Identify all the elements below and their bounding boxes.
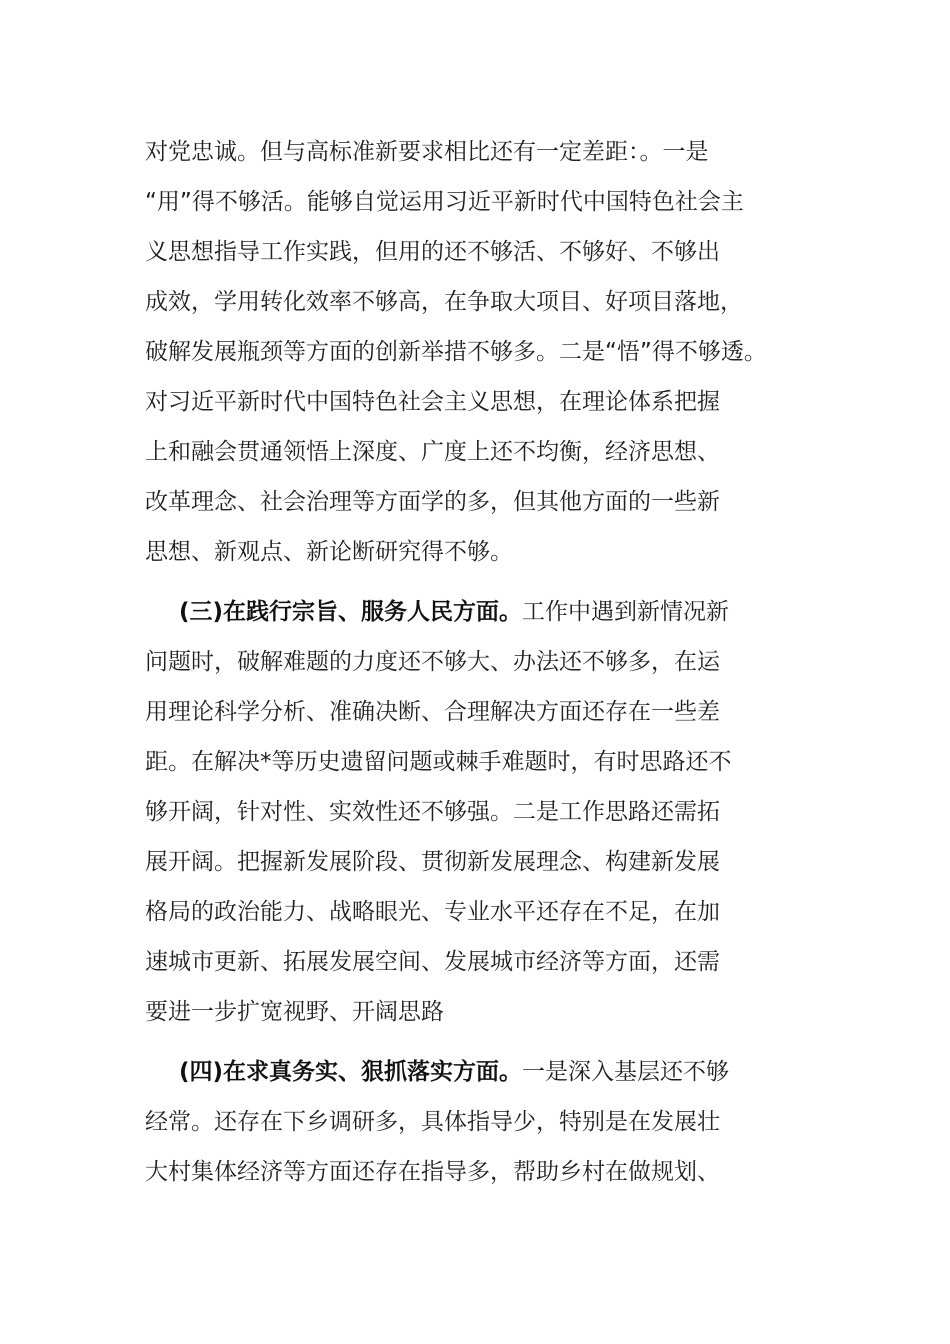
text-line: “用”得不够活。能够自觉运用习近平新时代中国特色社会主 — [145, 189, 744, 215]
text-line: 经常。还存在下乡调研多，具体指导少，特别是在发展壮 — [145, 1109, 720, 1135]
text-line: 改革理念、社会治理等方面学的多，但其他方面的一些新 — [145, 489, 720, 515]
text-line: 速城市更新、拓展发展空间、发展城市经济等方面，还需 — [145, 949, 720, 975]
text-line: 大村集体经济等方面还存在指导多，帮助乡村在做规划、 — [145, 1159, 720, 1185]
text-line: 对党忠诚。但与高标准新要求相比还有一定差距：。一是 — [145, 139, 709, 165]
text-line: 够开阔，针对性、实效性还不够强。二是工作思路还需拓 — [145, 799, 720, 825]
text-line-first — [145, 587, 825, 637]
text-line: 义思想指导工作实践，但用的还不够活、不够好、不够出 — [145, 239, 720, 265]
text-line: 展开阔。把握新发展阶段、贯彻新发展理念、构建新发展 — [145, 849, 720, 875]
text-line: 对习近平新时代中国特色社会主义思想，在理论体系把握 — [145, 389, 720, 415]
document-body — [145, 127, 825, 1197]
paragraph-loyalty-gap — [145, 127, 825, 577]
text-line: 距。在解决*等历史遗留问题或棘手难题时，有时思路还不 — [145, 749, 732, 775]
text-line: 上和融会贯通领悟上深度、广度上还不均衡，经济思想、 — [145, 439, 720, 465]
text-line: 格局的政治能力、战略眼光、专业水平还存在不足，在加 — [145, 899, 720, 925]
text-line: 思想、新观点、新论断研究得不够。 — [145, 539, 513, 565]
paragraph-practical-work — [145, 1047, 825, 1197]
section-text: 工作中遇到新情况新 — [522, 599, 730, 625]
text-line: 问题时，破解难题的力度还不够大、办法还不够多，在运 — [145, 649, 720, 675]
text-line: 用理论科学分析、准确决断、合理解决方面还存在一些差 — [145, 699, 720, 725]
section-heading-3: (三)在践行宗旨、服务人民方面。 — [179, 599, 523, 625]
text-line: 成效，学用转化效率不够高，在争取大项目、好项目落地， — [145, 289, 743, 315]
paragraph-spacer — [145, 577, 825, 587]
section-heading-4: (四)在求真务实、狠抓落实方面。 — [179, 1059, 523, 1085]
text-line: 要进一步扩宽视野、开阔思路 — [145, 999, 444, 1025]
paragraph-serving-people — [145, 587, 825, 1037]
section-text: 一是深入基层还不够 — [522, 1059, 730, 1085]
text-line-first — [145, 1047, 825, 1097]
text-line: 破解发展瓶颈等方面的创新举措不够多。二是“悟”得不够透。 — [145, 339, 767, 365]
paragraph-spacer — [145, 1037, 825, 1047]
